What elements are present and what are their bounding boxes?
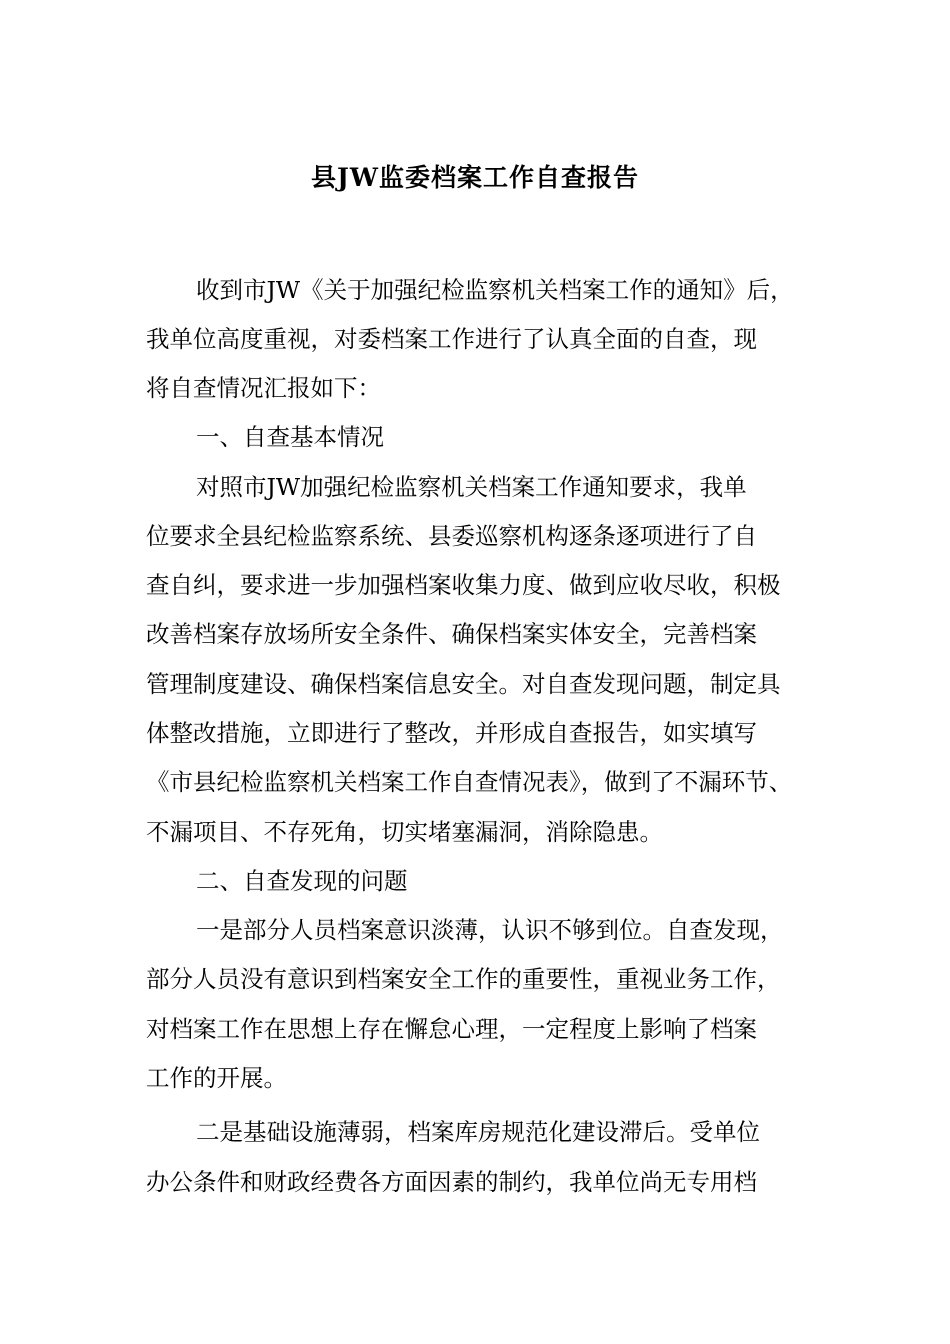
- paragraph-line: 改善档案存放场所安全条件、确保档案实体安全，完善档案: [146, 620, 757, 648]
- paragraph-line: 《市县纪检监察机关档案工作自查情况表》，做到了不漏环节、: [146, 768, 793, 796]
- section-heading: 一、自查基本情况: [196, 423, 384, 451]
- paragraph-line: 我单位高度重视，对委档案工作进行了认真全面的自查，现: [146, 325, 757, 353]
- section-heading: 二、自查发现的问题: [196, 867, 408, 895]
- paragraph-line: 体整改措施，立即进行了整改，并形成自查报告，如实填写: [146, 719, 757, 747]
- paragraph-line: 位要求全县纪检监察系统、县委巡察机构逐条逐项进行了自: [146, 522, 757, 550]
- paragraph-line: 查自纠，要求进一步加强档案收集力度、做到应收尽收，积极: [146, 571, 781, 599]
- paragraph-line: 将自查情况汇报如下：: [146, 374, 381, 402]
- paragraph-line: 办公条件和财政经费各方面因素的制约，我单位尚无专用档: [146, 1168, 757, 1196]
- paragraph-line: 部分人员没有意识到档案安全工作的重要性，重视业务工作，: [146, 965, 781, 993]
- paragraph-line: 收到市JW《关于加强纪检监察机关档案工作的通知》后，: [196, 276, 794, 304]
- paragraph-line: 工作的开展。: [146, 1064, 287, 1092]
- paragraph-line: 一是部分人员档案意识淡薄，认识不够到位。自查发现，: [196, 916, 784, 944]
- paragraph-line: 对照市JW加强纪检监察机关档案工作通知要求，我单: [196, 473, 747, 501]
- document-title: 县JW监委档案工作自查报告: [311, 163, 639, 192]
- paragraph-line: 二是基础设施薄弱，档案库房规范化建设滞后。受单位: [196, 1118, 760, 1146]
- paragraph-line: 对档案工作在思想上存在懈怠心理，一定程度上影响了档案: [146, 1015, 757, 1043]
- paragraph-line: 管理制度建设、确保档案信息安全。对自查发现问题，制定具: [146, 670, 781, 698]
- paragraph-line: 不漏项目、不存死角，切实堵塞漏洞，消除隐患。: [146, 818, 663, 846]
